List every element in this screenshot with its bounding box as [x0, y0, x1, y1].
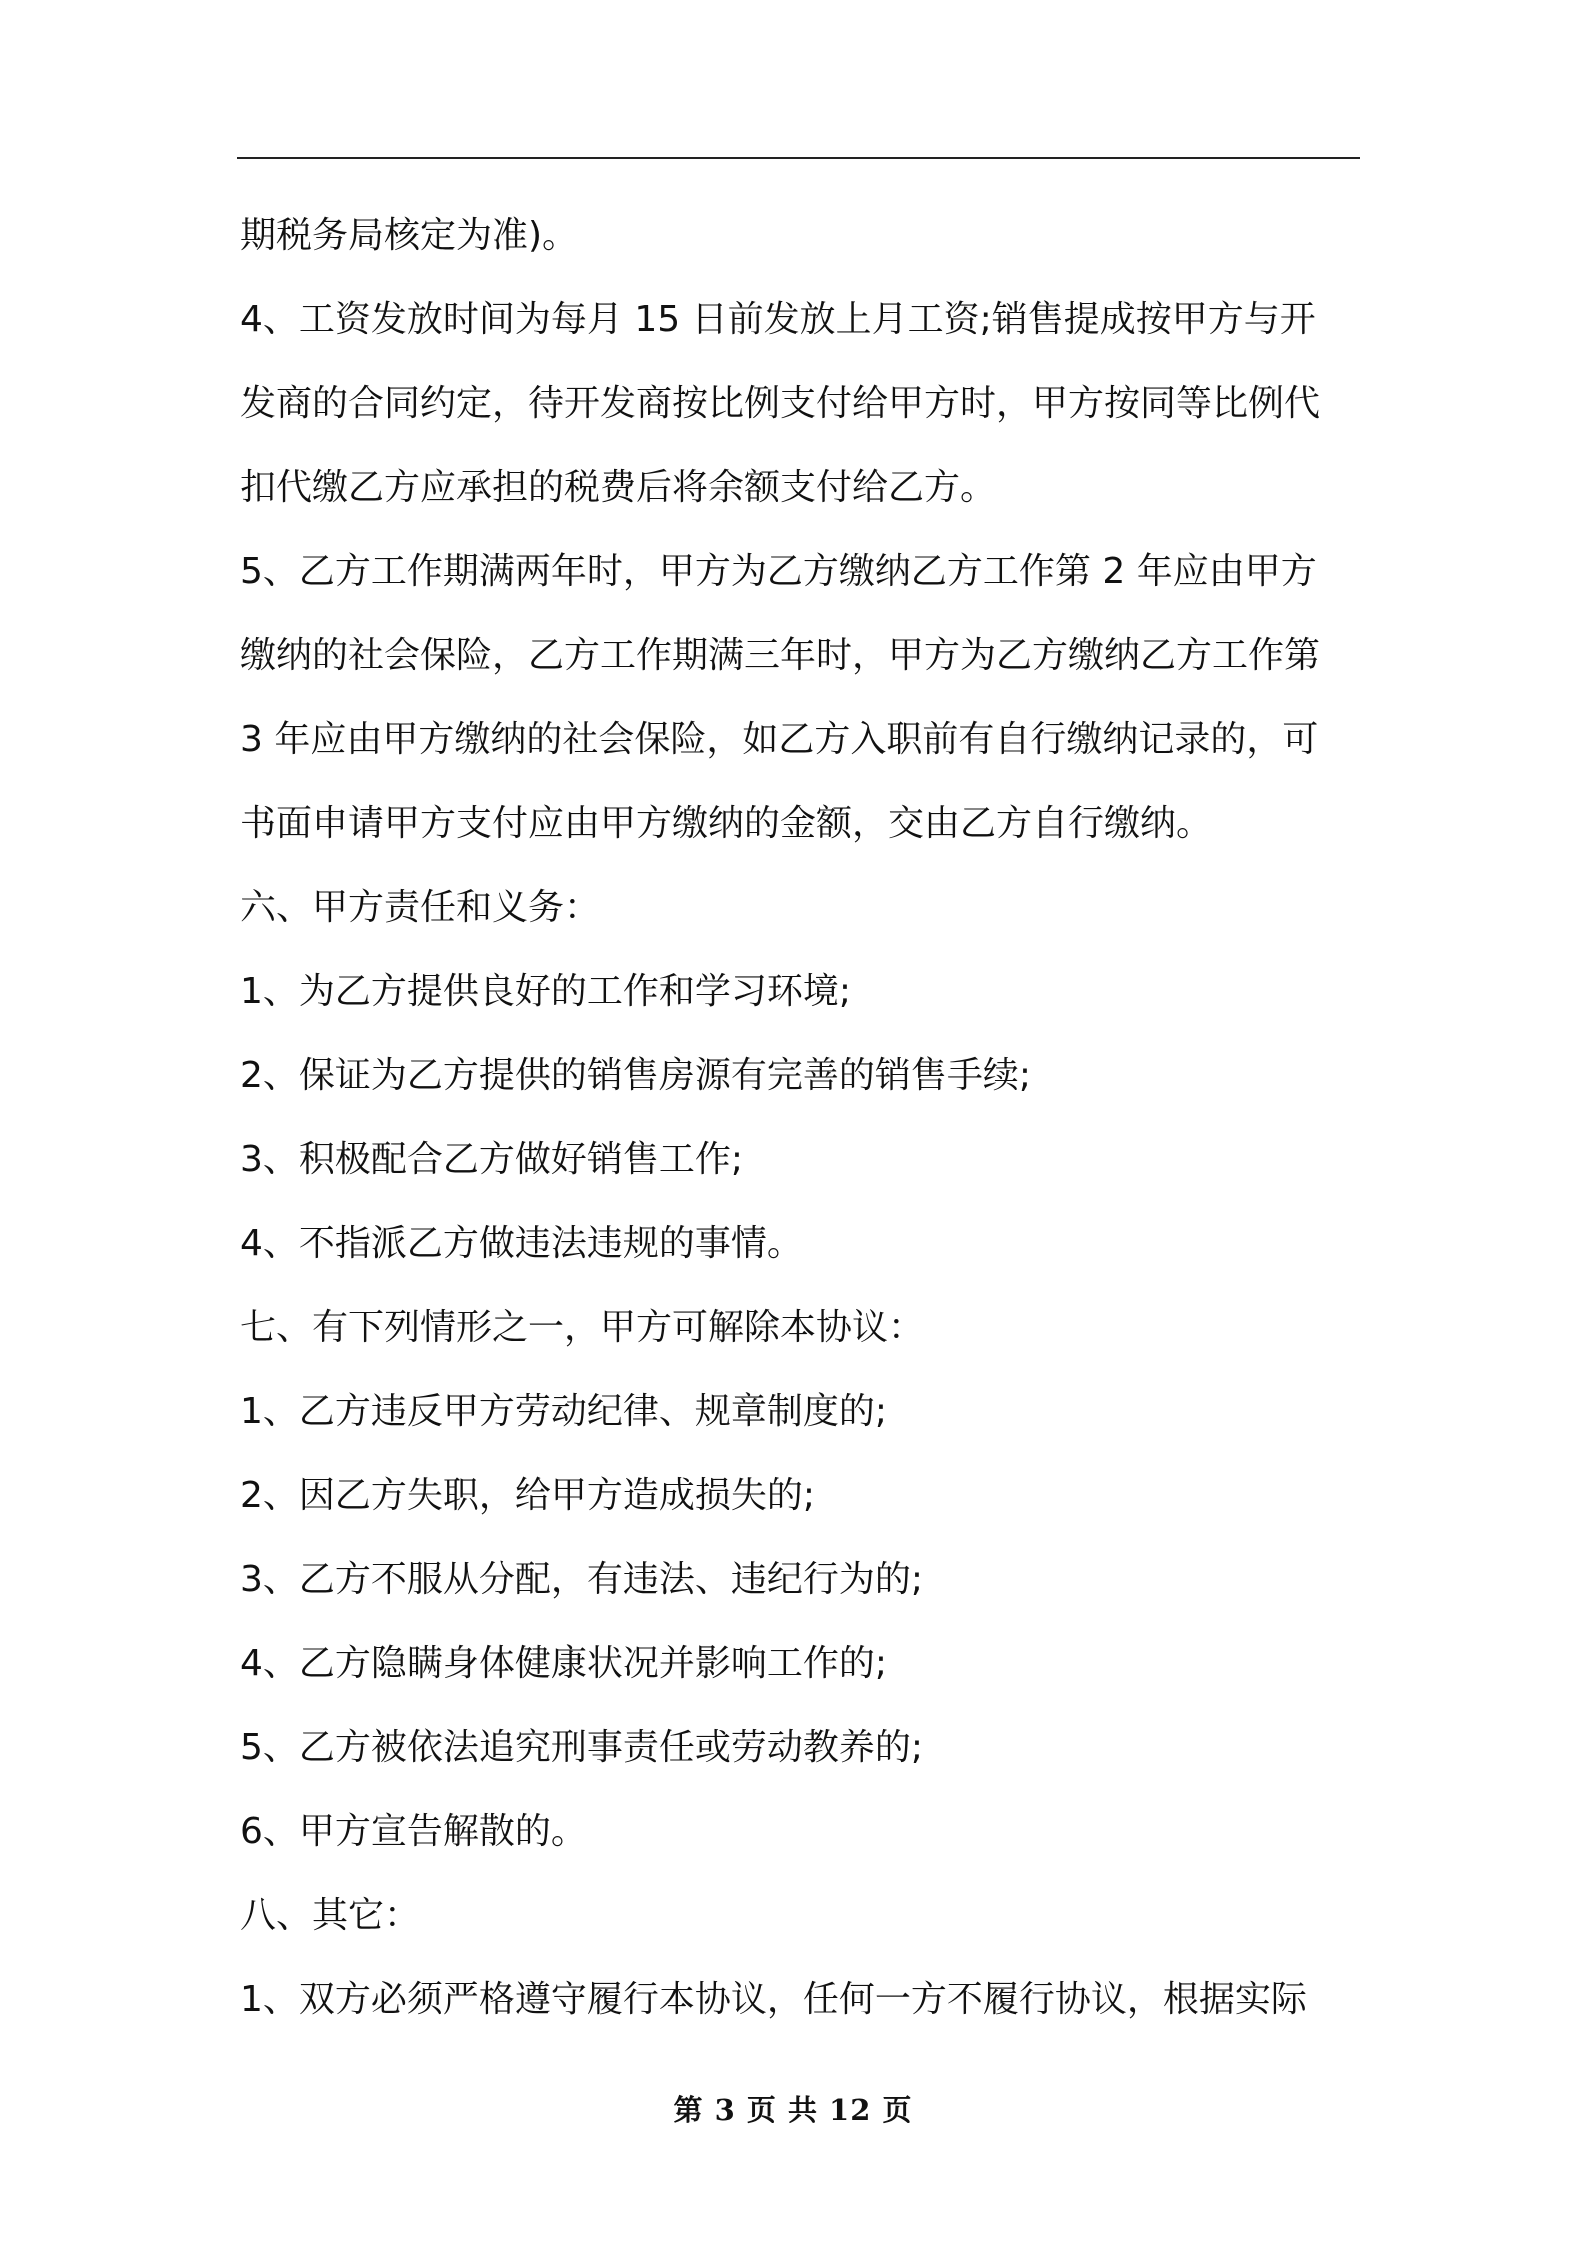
text-line: 1、为乙方提供良好的工作和学习环境;	[240, 971, 852, 1012]
text-line: 1、双方必须严格遵守履行本协议，任何一方不履行协议，根据实际	[240, 1979, 1307, 2020]
header-rule	[237, 157, 1360, 159]
text-line: 书面申请甲方支付应由甲方缴纳的金额，交由乙方自行缴纳。	[240, 803, 1213, 844]
text-line: 1、乙方违反甲方劳动纪律、规章制度的;	[240, 1391, 888, 1432]
text-line: 5、乙方工作期满两年时，甲方为乙方缴纳乙方工作第 2 年应由甲方	[240, 551, 1317, 592]
section-heading: 六、甲方责任和义务：	[240, 887, 601, 928]
document-body	[240, 203, 1360, 2051]
text-line: 4、不指派乙方做违法违规的事情。	[240, 1223, 803, 1264]
text-line: 扣代缴乙方应承担的税费后将余额支付给乙方。	[240, 467, 997, 508]
section-heading: 八、其它：	[240, 1895, 421, 1936]
text-line: 缴纳的社会保险，乙方工作期满三年时，甲方为乙方缴纳乙方工作第	[240, 635, 1321, 676]
text-line: 4、乙方隐瞒身体健康状况并影响工作的;	[240, 1643, 888, 1684]
text-line: 发商的合同约定，待开发商按比例支付给甲方时，甲方按同等比例代	[240, 383, 1321, 424]
text-line: 6、甲方宣告解散的。	[240, 1811, 587, 1852]
text-line: 3、乙方不服从分配，有违法、违纪行为的;	[240, 1559, 924, 1600]
text-line: 3、积极配合乙方做好销售工作;	[240, 1139, 744, 1180]
page-number-footer: 第 3 页 共 12 页	[673, 2093, 913, 2127]
text-line: 期税务局核定为准)。	[240, 215, 579, 256]
text-line: 2、保证为乙方提供的销售房源有完善的销售手续;	[240, 1055, 1032, 1096]
text-line: 2、因乙方失职，给甲方造成损失的;	[240, 1475, 816, 1516]
text-line: 5、乙方被依法追究刑事责任或劳动教养的;	[240, 1727, 924, 1768]
text-line: 4、工资发放时间为每月 15 日前发放上月工资;销售提成按甲方与开	[240, 299, 1316, 340]
section-heading: 七、有下列情形之一，甲方可解除本协议：	[240, 1307, 925, 1348]
text-line: 3 年应由甲方缴纳的社会保险，如乙方入职前有自行缴纳记录的，可	[240, 719, 1319, 760]
